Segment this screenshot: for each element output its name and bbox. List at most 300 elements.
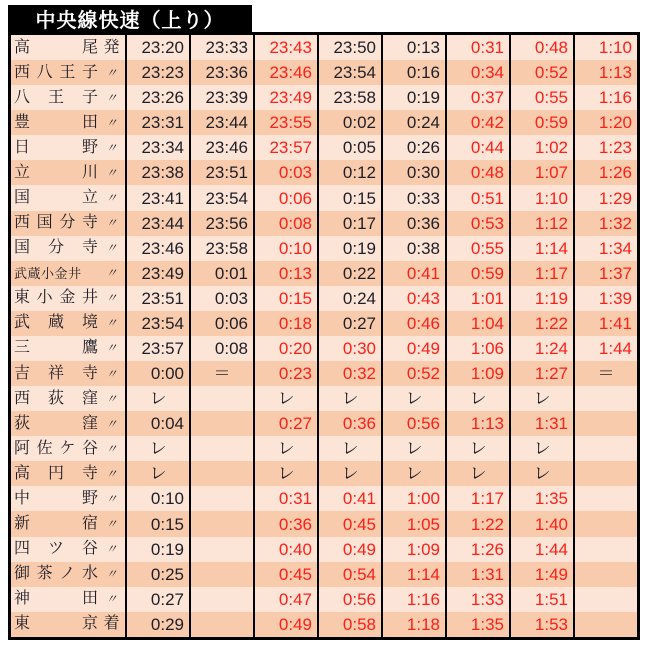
station-name-char: 谷 [81, 439, 98, 457]
time-cell: 0:30 [381, 160, 445, 185]
time-cell: 1:14 [509, 236, 573, 261]
empty-cell [189, 411, 253, 436]
time-cell: 0:56 [317, 587, 381, 612]
timetable-row [11, 236, 637, 261]
station-cell [11, 511, 125, 536]
time-cell: 0:30 [317, 336, 381, 361]
station-name [14, 340, 98, 356]
station-name-char: ノ [59, 565, 76, 583]
station-name-char: 国 [14, 189, 31, 206]
time-cell: 0:48 [445, 160, 509, 185]
time-cell: 0:18 [253, 311, 317, 336]
time-cell: 1:02 [509, 135, 573, 160]
station-name [14, 65, 98, 81]
time-cell: 23:46 [189, 135, 253, 160]
station-name-char: 王 [59, 63, 76, 81]
time-cell: 1:12 [509, 211, 573, 236]
time-cell: 0:36 [317, 411, 381, 436]
time-cell: 23:57 [253, 135, 317, 160]
timetable-row [11, 311, 637, 336]
station-suffix: 〃 [105, 391, 118, 406]
station-cell [11, 35, 125, 60]
pass-mark-cell: レ [509, 436, 573, 461]
station-cell [11, 236, 125, 261]
timetable-row [11, 185, 637, 210]
station-cell [11, 110, 125, 135]
station-name-char: 国 [36, 214, 53, 232]
time-cell: 1:27 [509, 361, 573, 386]
station-suffix: 〃 [105, 341, 118, 356]
time-cell: 0:34 [445, 60, 509, 85]
station-suffix: 〃 [105, 191, 118, 205]
time-cell: 0:49 [253, 612, 317, 637]
time-cell: 1:19 [509, 286, 573, 311]
station-name-char: 京 [81, 615, 98, 633]
station-name [14, 40, 98, 56]
time-cell: 1:09 [381, 537, 445, 562]
station-name-char: 四 [14, 540, 31, 558]
empty-cell [573, 486, 637, 511]
pass-mark-cell: レ [509, 386, 573, 411]
pass-mark-cell: レ [509, 461, 573, 486]
time-cell: 0:13 [253, 261, 317, 286]
station-cell [11, 261, 125, 286]
pass-mark-cell: レ [445, 461, 509, 486]
time-cell: 1:44 [573, 336, 637, 361]
time-cell: 0:49 [381, 336, 445, 361]
empty-cell [189, 386, 253, 411]
station-cell [11, 386, 125, 411]
station-name-char: 金 [54, 265, 69, 281]
station-suffix: 〃 [105, 266, 118, 281]
station-name-char: 寺 [81, 464, 98, 482]
timetable-row [11, 160, 637, 185]
station-suffix: 〃 [105, 517, 118, 532]
pass-mark-cell: レ [125, 461, 189, 486]
time-cell: 23:34 [125, 135, 189, 160]
time-cell: 23:50 [317, 35, 381, 60]
station-name [14, 165, 98, 181]
time-cell: 0:05 [317, 135, 381, 160]
timetable-row [11, 461, 637, 486]
station-name-char: 尾 [81, 38, 98, 56]
station-name-char: 八 [14, 88, 31, 106]
timetable-row [11, 511, 637, 536]
station-name-char: 祥 [47, 364, 64, 382]
time-cell: 23:36 [189, 60, 253, 85]
time-cell: 23:51 [125, 286, 189, 311]
station-name-char: 立 [14, 163, 31, 181]
station-name-char: 野 [81, 138, 98, 156]
station-name-char: 武 [14, 265, 28, 281]
station-suffix: 〃 [105, 441, 118, 456]
station-suffix: 〃 [105, 491, 118, 506]
station-suffix: 〃 [105, 567, 118, 582]
station-name-char: 金 [59, 289, 76, 307]
station-cell [11, 436, 125, 461]
station-name-char: 立 [81, 189, 98, 206]
station-name [14, 441, 98, 457]
table-title-text: 中央線快速（上り） [35, 10, 225, 32]
timetable-row [11, 386, 637, 411]
time-cell: 0:58 [317, 612, 381, 637]
time-cell: 0:36 [381, 211, 445, 236]
time-cell: 23:54 [125, 311, 189, 336]
pass-mark-cell: レ [317, 386, 381, 411]
time-cell: 1:22 [509, 311, 573, 336]
empty-cell [573, 537, 637, 562]
time-cell: 0:02 [317, 110, 381, 135]
time-cell: 0:41 [317, 486, 381, 511]
time-cell: 23:44 [125, 211, 189, 236]
time-cell: 0:00 [125, 361, 189, 386]
time-cell: 1:32 [573, 211, 637, 236]
station-name-char: 子 [81, 88, 98, 106]
time-cell: 1:40 [509, 511, 573, 536]
empty-cell [573, 411, 637, 436]
station-name [14, 267, 98, 280]
station-name-char: 窪 [81, 389, 98, 407]
time-cell: 0:27 [317, 311, 381, 336]
timetable-row [11, 562, 637, 587]
empty-cell [573, 612, 637, 637]
pass-mark-cell: レ [381, 461, 445, 486]
station-name-char: 宿 [81, 515, 98, 533]
time-cell: 1:53 [509, 612, 573, 637]
station-suffix: 発 [103, 38, 120, 56]
time-cell: 0:45 [253, 562, 317, 587]
time-cell: 0:10 [253, 236, 317, 261]
station-name-char: 東 [14, 289, 31, 307]
time-cell: 0:27 [253, 411, 317, 436]
station-suffix: 着 [103, 615, 120, 633]
time-cell: 0:10 [125, 486, 189, 511]
station-name-char: 新 [14, 515, 31, 533]
station-name-char: 豊 [14, 113, 31, 131]
timetable-row [11, 436, 637, 461]
empty-cell [573, 587, 637, 612]
empty-cell [573, 562, 637, 587]
station-name-char: 阿 [14, 439, 31, 457]
time-cell: 0:17 [317, 211, 381, 236]
station-suffix: 〃 [105, 291, 118, 306]
time-cell: 0:31 [445, 35, 509, 60]
time-cell: 23:39 [189, 85, 253, 110]
time-cell: 1:31 [445, 562, 509, 587]
station-name-char: 蔵 [47, 314, 64, 332]
time-cell: 0:08 [189, 336, 253, 361]
station-suffix: 〃 [105, 416, 118, 431]
timetable-row [11, 35, 637, 60]
station-name-char: 窪 [81, 414, 98, 432]
station-name-char: 蔵 [27, 265, 42, 281]
station-name-char: ツ [47, 540, 64, 558]
timetable-row [11, 211, 637, 236]
empty-cell [573, 386, 637, 411]
pass-mark-cell: レ [253, 436, 317, 461]
time-cell: 1:10 [573, 35, 637, 60]
station-name-char: 佐 [36, 439, 53, 457]
time-cell: 1:22 [445, 511, 509, 536]
time-cell: 0:01 [189, 261, 253, 286]
time-cell: 1:07 [509, 160, 573, 185]
time-cell: 1:33 [445, 587, 509, 612]
station-name-char: 子 [81, 63, 98, 81]
station-name [14, 315, 98, 331]
station-name-char: 西 [14, 63, 31, 81]
time-cell: 1:18 [381, 612, 445, 637]
station-cell [11, 211, 125, 236]
empty-cell [573, 461, 637, 486]
time-cell: 23:43 [253, 35, 317, 60]
station-name-char: 茶 [36, 565, 53, 583]
time-cell: 1:16 [573, 85, 637, 110]
empty-cell [189, 562, 253, 587]
time-cell: 1:26 [445, 537, 509, 562]
station-cell [11, 336, 125, 361]
station-name-char: 御 [14, 565, 31, 583]
time-cell: 0:54 [317, 562, 381, 587]
timetable-row [11, 486, 637, 511]
station-name-char: 武 [14, 314, 31, 332]
station-name-char: 井 [81, 289, 98, 307]
time-cell: 23:46 [125, 236, 189, 261]
time-cell: 0:06 [189, 311, 253, 336]
terminate-mark-cell: ＝ [189, 361, 253, 386]
station-name [14, 391, 98, 407]
time-cell: 1:34 [573, 236, 637, 261]
station-name [14, 416, 98, 432]
station-name [14, 491, 98, 507]
station-name-char: 分 [47, 239, 64, 257]
station-name [14, 466, 98, 482]
time-cell: 23:23 [125, 60, 189, 85]
station-name-char: 川 [81, 163, 98, 181]
pass-mark-cell: レ [381, 436, 445, 461]
time-cell: 1:00 [381, 486, 445, 511]
empty-cell [189, 612, 253, 637]
time-cell: 1:17 [509, 261, 573, 286]
time-cell: 23:33 [189, 35, 253, 60]
time-cell: 0:13 [381, 35, 445, 60]
time-cell: 0:33 [381, 185, 445, 210]
time-cell: 23:49 [253, 85, 317, 110]
time-cell: 0:06 [253, 185, 317, 210]
time-cell: 1:13 [573, 60, 637, 85]
pass-mark-cell: レ [445, 436, 509, 461]
station-cell [11, 160, 125, 185]
station-suffix: 〃 [105, 241, 118, 256]
time-cell: 23:51 [189, 160, 253, 185]
station-name-char: 国 [14, 239, 31, 257]
time-cell: 1:05 [381, 511, 445, 536]
timetable [8, 32, 640, 640]
station-name [14, 290, 98, 306]
time-cell: 0:37 [445, 85, 509, 110]
station-cell [11, 135, 125, 160]
time-cell: 0:23 [253, 361, 317, 386]
station-name [14, 516, 98, 532]
time-cell: 1:26 [573, 160, 637, 185]
station-cell [11, 286, 125, 311]
empty-cell [189, 587, 253, 612]
station-name-char: 円 [47, 464, 64, 482]
station-name [14, 240, 98, 256]
time-cell: 1:49 [509, 562, 573, 587]
station-cell [11, 562, 125, 587]
station-name-char: 神 [14, 590, 31, 608]
time-cell: 23:56 [189, 211, 253, 236]
time-cell: 23:58 [317, 85, 381, 110]
station-name-char: 高 [14, 464, 31, 482]
timetable-row [11, 85, 637, 110]
time-cell: 0:26 [381, 135, 445, 160]
pass-mark-cell: レ [381, 386, 445, 411]
station-name-char: ケ [59, 439, 76, 457]
station-name [14, 115, 98, 131]
station-name-char: 野 [81, 489, 98, 507]
station-suffix: 〃 [105, 140, 118, 155]
time-cell: 0:04 [125, 411, 189, 436]
station-name [14, 90, 98, 106]
time-cell: 0:51 [445, 185, 509, 210]
timetable-row [11, 261, 637, 286]
time-cell: 0:52 [381, 361, 445, 386]
station-name [14, 366, 98, 382]
time-cell: 0:44 [445, 135, 509, 160]
station-name-char: 荻 [14, 414, 31, 432]
station-name-char: 高 [14, 38, 31, 56]
time-cell: 23:31 [125, 110, 189, 135]
time-cell: 23:46 [253, 60, 317, 85]
timetable-row [11, 537, 637, 562]
timetable-row [11, 135, 637, 160]
pass-mark-cell: レ [125, 436, 189, 461]
station-name [14, 566, 98, 582]
station-name [14, 616, 98, 632]
time-cell: 1:31 [509, 411, 573, 436]
timetable-row [11, 60, 637, 85]
time-cell: 0:31 [253, 486, 317, 511]
empty-cell [189, 537, 253, 562]
station-name-char: 西 [14, 214, 31, 232]
time-cell: 0:15 [253, 286, 317, 311]
time-cell: 0:36 [253, 511, 317, 536]
time-cell: 1:39 [573, 286, 637, 311]
time-cell: 0:15 [125, 511, 189, 536]
station-name-char: 中 [14, 489, 31, 507]
time-cell: 1:29 [573, 185, 637, 210]
station-cell [11, 461, 125, 486]
time-cell: 0:45 [317, 511, 381, 536]
station-name-char: 寺 [81, 364, 98, 382]
station-name-char: 三 [14, 339, 31, 357]
time-cell: 1:10 [509, 185, 573, 210]
station-suffix: 〃 [105, 466, 118, 481]
station-name-char: 小 [36, 289, 53, 307]
empty-cell [189, 461, 253, 486]
time-cell: 0:55 [509, 85, 573, 110]
time-cell: 1:23 [573, 135, 637, 160]
time-cell: 23:57 [125, 336, 189, 361]
time-cell: 0:22 [317, 261, 381, 286]
time-cell: 0:19 [125, 537, 189, 562]
time-cell: 1:35 [445, 612, 509, 637]
time-cell: 0:15 [317, 185, 381, 210]
time-cell: 0:40 [253, 537, 317, 562]
station-name [14, 140, 98, 156]
time-cell: 0:38 [381, 236, 445, 261]
time-cell: 0:19 [317, 236, 381, 261]
time-cell: 0:59 [445, 261, 509, 286]
station-cell [11, 361, 125, 386]
station-name-char: 寺 [81, 239, 98, 257]
station-name-char: 鷹 [81, 339, 98, 357]
station-cell [11, 85, 125, 110]
time-cell: 0:55 [445, 236, 509, 261]
station-cell [11, 537, 125, 562]
time-cell: 0:49 [317, 537, 381, 562]
time-cell: 1:51 [509, 587, 573, 612]
time-cell: 0:03 [189, 286, 253, 311]
time-cell: 1:06 [445, 336, 509, 361]
pass-mark-cell: レ [125, 386, 189, 411]
station-name-char: 田 [81, 113, 98, 131]
station-suffix: 〃 [105, 165, 118, 180]
time-cell: 23:26 [125, 85, 189, 110]
station-suffix: 〃 [105, 592, 118, 607]
time-cell: 23:54 [189, 185, 253, 210]
station-name-char: 田 [81, 590, 98, 608]
table-title [8, 5, 252, 32]
station-name-char: 日 [14, 138, 31, 156]
time-cell: 0:29 [125, 612, 189, 637]
station-cell [11, 311, 125, 336]
station-cell [11, 60, 125, 85]
time-cell: 0:16 [381, 60, 445, 85]
time-cell: 1:17 [445, 486, 509, 511]
time-cell: 0:53 [445, 211, 509, 236]
time-cell: 1:13 [445, 411, 509, 436]
time-cell: 1:14 [381, 562, 445, 587]
time-cell: 1:35 [509, 486, 573, 511]
time-cell: 23:44 [189, 110, 253, 135]
time-cell: 0:24 [381, 110, 445, 135]
station-cell [11, 587, 125, 612]
station-name-char: 谷 [81, 540, 98, 558]
empty-cell [573, 511, 637, 536]
time-cell: 0:48 [509, 35, 573, 60]
time-cell: 0:46 [381, 311, 445, 336]
station-name-char: 吉 [14, 364, 31, 382]
time-cell: 23:20 [125, 35, 189, 60]
time-cell: 0:27 [125, 587, 189, 612]
station-suffix: 〃 [105, 115, 118, 130]
empty-cell [189, 436, 253, 461]
time-cell: 23:41 [125, 185, 189, 210]
station-suffix: 〃 [105, 366, 118, 381]
station-name-char: 井 [68, 265, 82, 281]
time-cell: 23:54 [317, 60, 381, 85]
station-name [14, 541, 98, 557]
empty-cell [573, 436, 637, 461]
time-cell: 0:43 [381, 286, 445, 311]
time-cell: 1:41 [573, 311, 637, 336]
station-cell [11, 486, 125, 511]
timetable-row [11, 612, 637, 637]
pass-mark-cell: レ [445, 386, 509, 411]
empty-cell [189, 486, 253, 511]
